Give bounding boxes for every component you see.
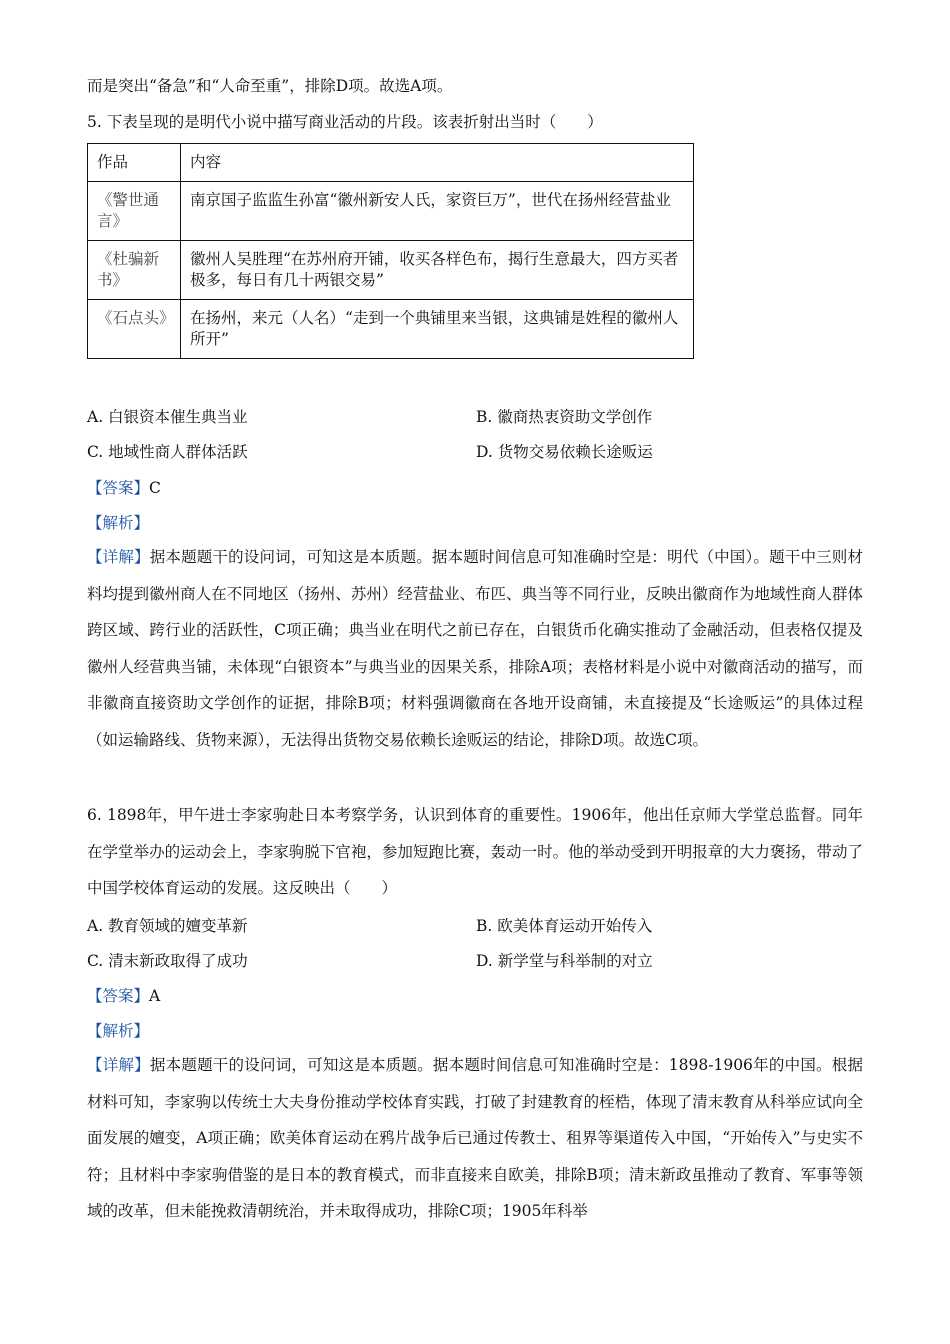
answer-value: C <box>149 479 161 497</box>
table-cell-content: 徽州人吴胜理“在苏州府开铺，收买各样色布，揭行生意最大，四方买者极多，每日有几十两银交易” <box>181 241 694 300</box>
question-5-answer <box>87 477 161 499</box>
answer-tag: 【答案】 <box>87 479 150 497</box>
answer-tag: 【答案】 <box>87 987 150 1005</box>
table-cell-work: 《杜骗新书》 <box>88 241 181 300</box>
detail-text: 据本题题干的设问词，可知这是本质题。据本题时间信息可知准确时空是：明代（中国）。题干中三则材料均提到徽州商人在不同地区（扬州、苏州）经营盐业、布匹、典当等不同行业，反映出徽商作为地域性商人群体跨区域、跨行业的活跃性，C项正确；典当业在明代之前已存在，白银货币化确实推动了金融活动，但表格仅提及徽州人经营典当铺，未体现“白银资本”与典当业的因果关系，排除A项；表格材料是小说中对徽商活动的描写，而非徽商直接资助文学创作的证据，排除B项；材料强调徽商在各地开设商铺，未直接提及“长途贩运”的具体过程（如运输路线、货物来源），无法得出货物交易依赖长途贩运的结论，排除D项。故选C项。 <box>87 548 863 749</box>
question-5-detail <box>87 539 863 758</box>
question-6-option-a: A. 教育领域的嬗变革新 <box>87 917 248 935</box>
table-cell-content: 南京国子监监生孙富“徽州新安人氏，家资巨万”，世代在扬州经营盐业 <box>181 182 694 241</box>
question-6-analysis-heading <box>87 1020 149 1042</box>
detail-tag: 【详解】 <box>87 1056 150 1074</box>
question-5-analysis-heading <box>87 512 149 534</box>
table-header-row <box>88 144 694 182</box>
table-cell-work: 《警世通言》 <box>88 182 181 241</box>
question-5-option-d: D. 货物交易依赖长途贩运 <box>476 443 653 461</box>
table-header-work: 作品 <box>88 144 181 182</box>
detail-tag: 【详解】 <box>87 548 150 566</box>
question-5-option-a: A. 白银资本催生典当业 <box>87 408 248 426</box>
answer-value: A <box>149 987 161 1005</box>
question-5-option-c: C. 地域性商人群体活跃 <box>87 443 248 461</box>
question-6-detail <box>87 1047 863 1230</box>
question-5-source-table <box>87 143 694 359</box>
question-6-option-d: D. 新学堂与科举制的对立 <box>476 952 653 970</box>
table-header-content: 内容 <box>181 144 694 182</box>
analysis-tag: 【解析】 <box>87 1022 150 1040</box>
question-5-stem: 5. 下表呈现的是明代小说中描写商业活动的片段。该表折射出当时（ ） <box>87 113 603 131</box>
analysis-tag: 【解析】 <box>87 514 150 532</box>
detail-text: 据本题题干的设问词，可知这是本质题。据本题时间信息可知准确时空是：1898-1906年的中国。根据材料可知，李家驹以传统士大夫身份推动学校体育实践，打破了封建教育的桎梏，体现了清末教育从科举应试向全面发展的嬗变，A项正确；欧美体育运动在鸦片战争后已通过传教士、租界等渠道传入中国，“开始传入”与史实不符；且材料中李家驹借鉴的是日本的教育模式，而非直接来自欧美，排除B项；清末新政虽推动了教育、军事等领域的改革，但未能挽救清朝统治，并未取得成功，排除C项；1905年科举 <box>87 1056 863 1220</box>
question-6-option-b: B. 欧美体育运动开始传入 <box>476 917 653 935</box>
question-6-option-c: C. 清末新政取得了成功 <box>87 952 248 970</box>
question-6-answer <box>87 985 160 1007</box>
table-row <box>88 182 694 241</box>
question-5-option-b: B. 徽商热衷资助文学创作 <box>476 408 653 426</box>
table-cell-content: 在扬州，来元（人名）“走到一个典铺里来当银，这典铺是姓程的徽州人所开” <box>181 300 694 359</box>
previous-answer-conclusion: 而是突出“备急”和“人命至重”，排除D项。故选A项。 <box>87 77 453 95</box>
question-6-stem: 6. 1898年，甲午进士李家驹赴日本考察学务，认识到体育的重要性。1906年，他出任京师大学堂总监督。同年在学堂举办的运动会上，李家驹脱下官袍，参加短跑比赛，轰动一时。他的举动受到开明报章的大力褒扬，带动了中国学校体育运动的发展。这反映出（ ） <box>87 806 863 897</box>
table-cell-work: 《石点头》 <box>88 300 181 359</box>
table-row <box>88 300 694 359</box>
table-row <box>88 241 694 300</box>
